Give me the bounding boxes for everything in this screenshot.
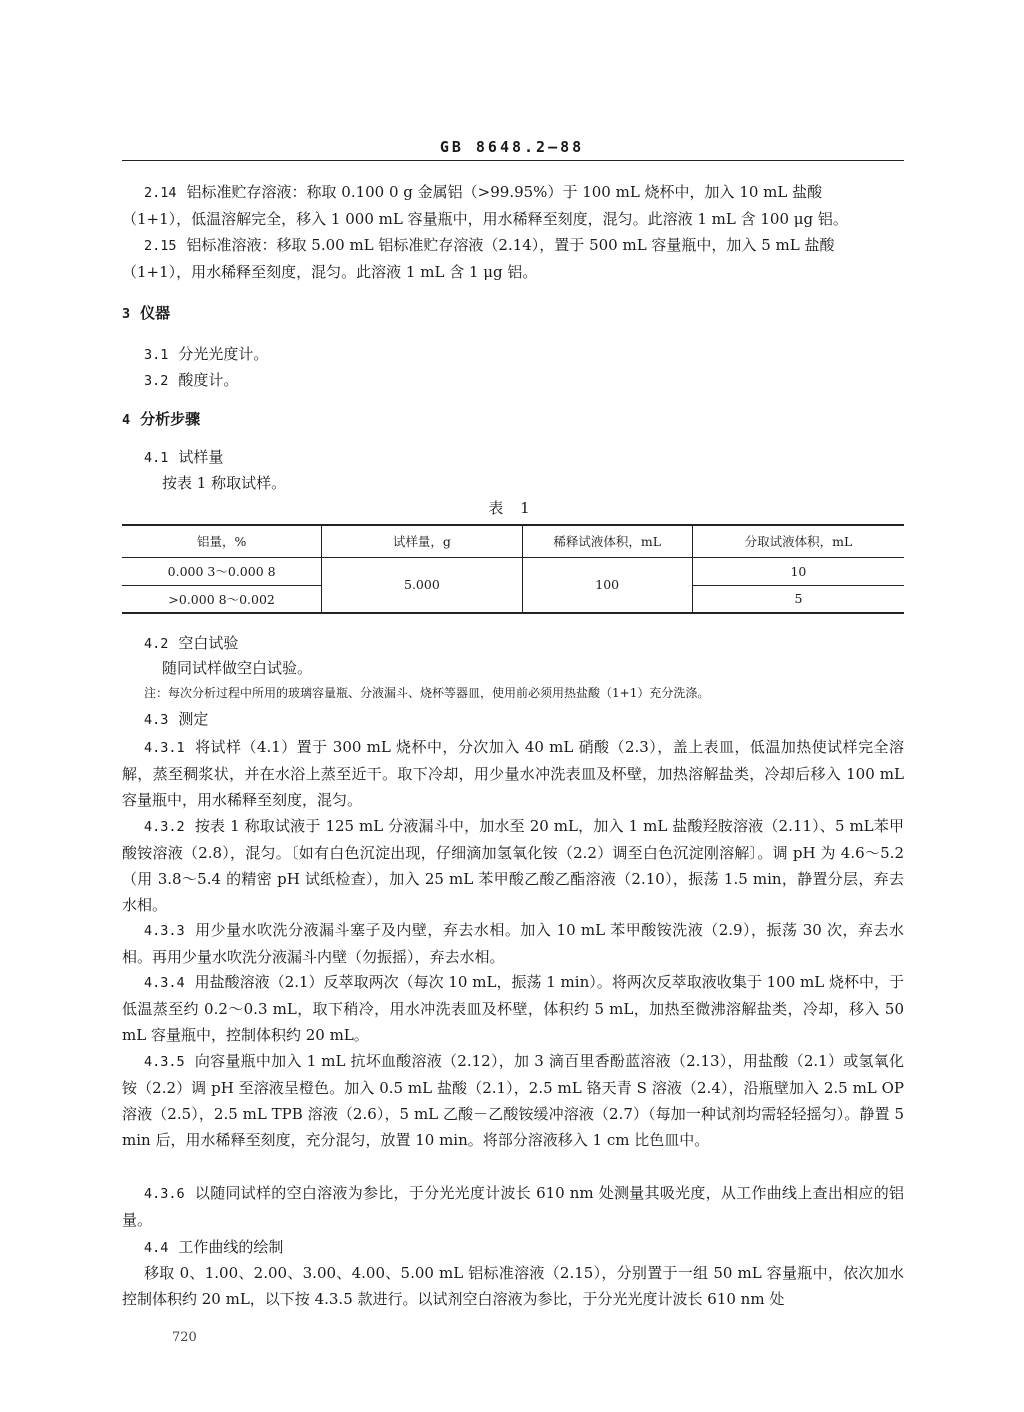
table-cell-aliquot: 10 — [692, 557, 904, 585]
clause-3-2: 3.2 酸度计。 — [144, 371, 239, 389]
table-cell-dilution-volume: 100 — [522, 557, 692, 613]
section-3-heading: 3 仪器 — [122, 304, 171, 322]
clause-4-3-4: 4.3.4 用盐酸溶液（2.1）反萃取两次（每次 10 mL，振荡 1 min）。将两次反萃取液收集于 100 mL 烧杯中，于低温蒸至约 0.2～0.3 mL，取下稍冷，用水冲洗表皿及杯壁，体积约 5 mL，加热至微沸溶解盐类，冷却，移入 50 mL 容量瓶中，控制体积约 20 mL。 — [122, 973, 904, 1044]
table-cell-aliquot: 5 — [692, 585, 904, 613]
clause-4-4-heading: 4.4 工作曲线的绘制 — [144, 1238, 284, 1256]
clause-2-14-line2: （1+1），低温溶解完全，移入 1 000 mL 容量瓶中，用水稀释至刻度，混匀。此溶液 1 mL 含 100 μg 铝。 — [122, 210, 848, 228]
table-header-row — [122, 525, 904, 557]
clause-2-15-line2: （1+1），用水稀释至刻度，混匀。此溶液 1 mL 含 1 μg 铝。 — [122, 263, 538, 281]
clause-4-4-text: 移取 0、1.00、2.00、3.00、4.00、5.00 mL 铝标准溶液（2.15），分别置于一组 50 mL 容量瓶中，依次加水控制体积约 20 mL，以下按 4.3.5 款进行。以试剂空白溶液为参比，于分光光度计波长 610 nm 处 — [122, 1264, 904, 1308]
table-cell-range: >0.000 8～0.002 — [122, 585, 322, 613]
clause-4-3-6: 4.3.6 以随同试样的空白溶液为参比，于分光光度计波长 610 nm 处测量其吸光度，从工作曲线上查出相应的铝量。 — [122, 1184, 904, 1229]
table-header-aliquot: 分取试液体积，mL — [692, 525, 904, 557]
clause-4-2-text: 随同试样做空白试验。 — [162, 659, 313, 677]
clause-2-14-line1: 2.14 铝标准贮存溶液：称取 0.100 0 g 金属铝（>99.95%）于 100 mL 烧杯中，加入 10 mL 盐酸 — [144, 183, 823, 201]
table-cell-sample-mass: 5.000 — [322, 557, 522, 613]
page-number: 720 — [172, 1330, 197, 1345]
clause-2-15-line1: 2.15 铝标准溶液：移取 5.00 mL 铝标准贮存溶液（2.14），置于 500 mL 容量瓶中，加入 5 mL 盐酸 — [144, 236, 835, 254]
clause-4-1-heading: 4.1 试样量 — [144, 448, 224, 466]
clause-2-14 — [122, 179, 904, 232]
table-title: 表 1 — [488, 499, 536, 517]
clause-3-1: 3.1 分光光度计。 — [144, 345, 269, 363]
table-1 — [122, 524, 904, 614]
section-4-heading: 4 分析步骤 — [122, 410, 201, 428]
clause-4-3-5: 4.3.5 向容量瓶中加入 1 mL 抗坏血酸溶液（2.12），加 3 滴百里香酚蓝溶液（2.13），用盐酸（2.1）或氢氧化铵（2.2）调 pH 至溶液呈橙色。加入 0.5 mL 盐酸（2.1），2.5 mL 铬天青 S 溶液（2.4），沿瓶壁加入 2.5 mL OP 溶液（2.5），2.5 mL TPB 溶液（2.6），5 mL 乙酸－乙酸铵缓冲溶液（2.7）（每加一种试剂均需轻轻摇匀）。静置 5 min 后，用水稀释至刻度，充分混匀，放置 10 min。将部分溶液移入 1 cm 比色皿中。 — [122, 1052, 904, 1149]
page-header: GB 8648.2—88 — [439, 138, 585, 156]
table-row — [122, 557, 904, 585]
clause-4-2-heading: 4.2 空白试验 — [144, 634, 239, 652]
table-header-sample-mass: 试样量，g — [322, 525, 522, 557]
table-header-dilution: 稀释试液体积，mL — [522, 525, 692, 557]
table-cell-range: 0.000 3～0.000 8 — [122, 557, 322, 585]
note: 注：每次分析过程中所用的玻璃容量瓶、分液漏斗、烧杯等器皿，使用前必须用热盐酸（1+1）充分洗涤。 — [144, 686, 710, 700]
clause-4-3-3: 4.3.3 用少量水吹洗分液漏斗塞子及内壁，弃去水相。加入 10 mL 苯甲酸铵洗液（2.9），振荡 30 次，弃去水相。再用少量水吹洗分液漏斗内壁（勿振摇），弃去水相。 — [122, 921, 904, 966]
clause-4-3-1: 4.3.1 将试样（4.1）置于 300 mL 烧杯中，分次加入 40 mL 硝酸（2.3），盖上表皿，低温加热使试样完全溶解，蒸至稠浆状，并在水浴上蒸至近干。取下冷却，用少量水冲洗表皿及杯壁，加热溶解盐类，冷却后移入 100 mL 容量瓶中，用水稀释至刻度，混匀。 — [122, 738, 904, 809]
clause-4-1-text: 按表 1 称取试样。 — [162, 474, 287, 492]
clause-4-3-2: 4.3.2 按表 1 称取试液于 125 mL 分液漏斗中，加水至 20 mL，加入 1 mL 盐酸羟胺溶液（2.11）、5 mL苯甲酸铵溶液（2.8），混匀。〔如有白色沉淀出现，仔细滴加氢氧化铵（2.2）调至白色沉淀刚溶解〕。调 pH 为 4.6～5.2（用 3.8～5.4 的精密 pH 试纸检查），加入 25 mL 苯甲酸乙酸乙酯溶液（2.10），振荡 1.5 min，静置分层，弃去水相。 — [122, 817, 904, 914]
clause-4-3-heading: 4.3 测定 — [144, 710, 209, 728]
header-rule — [122, 160, 904, 161]
table-header-aluminum: 铝量，% — [122, 525, 322, 557]
clause-2-15 — [122, 232, 904, 285]
